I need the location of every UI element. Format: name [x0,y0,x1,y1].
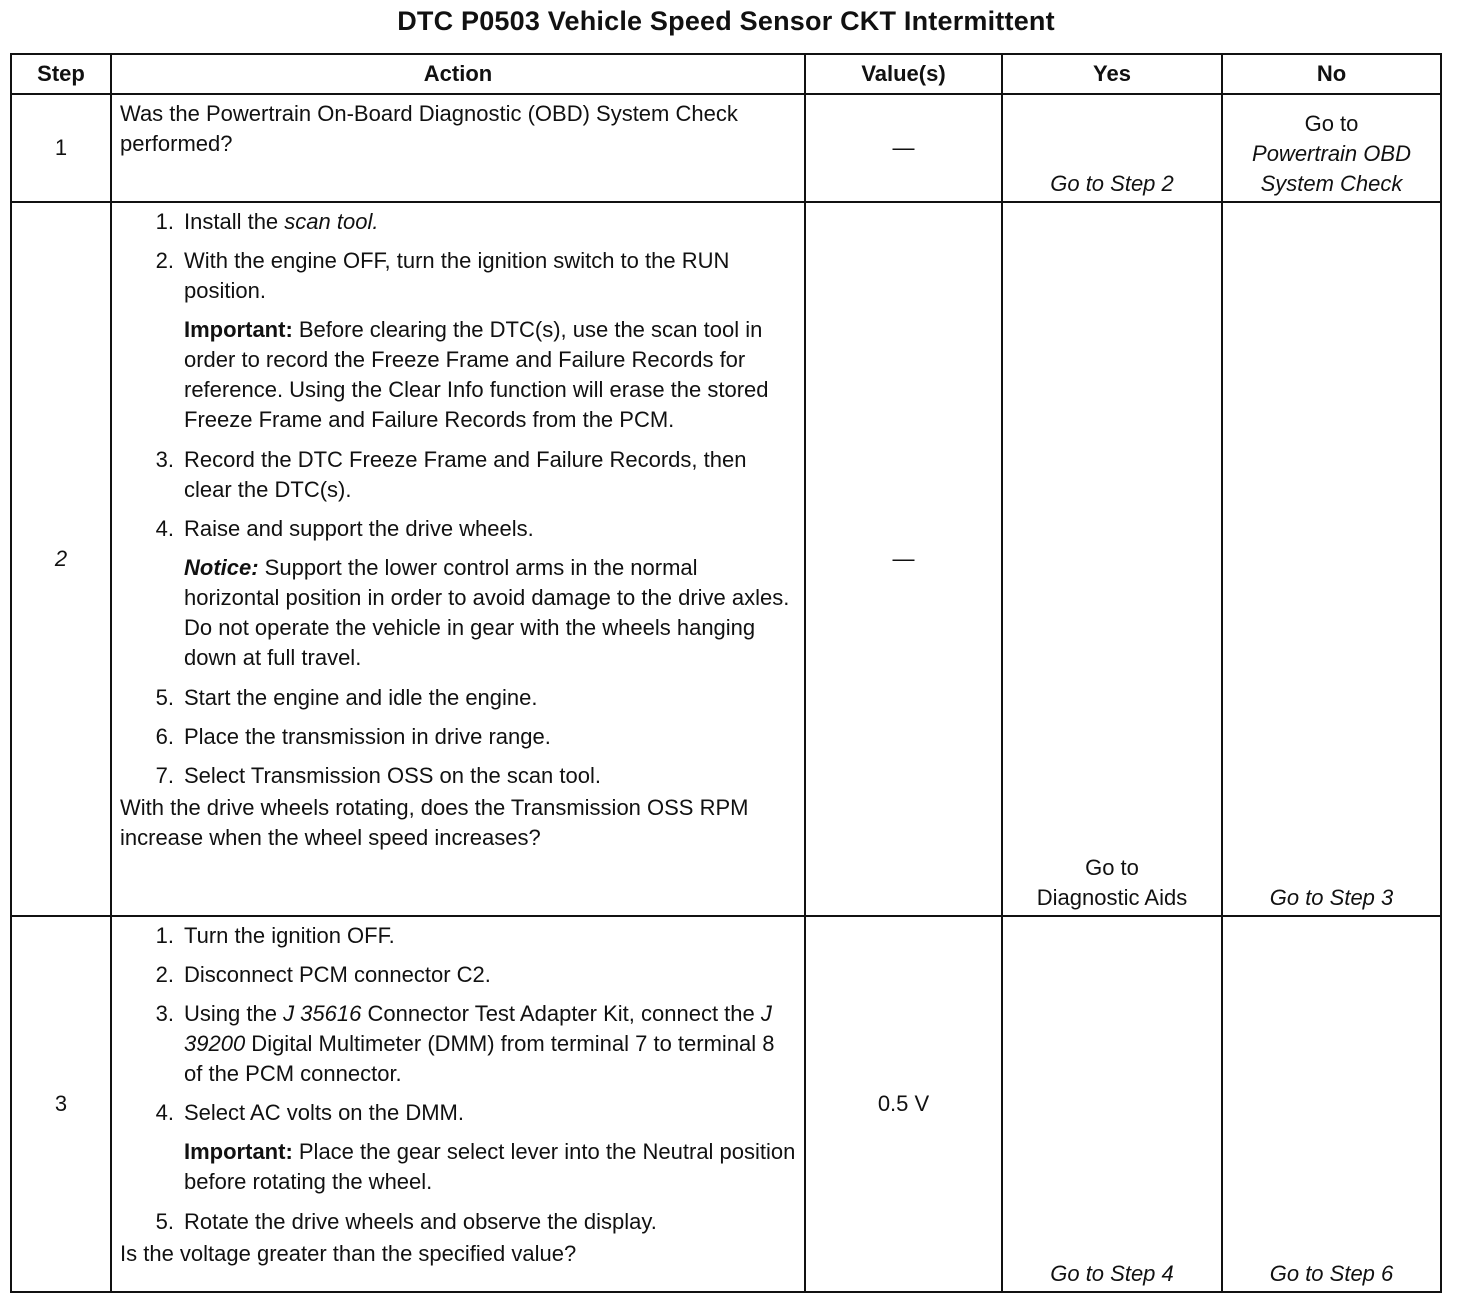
list-item: 5. Start the engine and idle the engine. [155,685,538,710]
step-number: 3 [11,916,111,1292]
list-item: 2. Disconnect PCM connector C2. [155,962,491,987]
header-action: Action [111,54,805,94]
no-line-link: Powertrain OBD [1252,141,1411,166]
yes-line: Diagnostic Aids [1036,885,1188,910]
list-item: 7. Select Transmission OSS on the scan tool. [155,763,601,788]
header-yes: Yes [1002,54,1222,94]
action-steps [120,921,798,1128]
no-cell [1222,94,1441,202]
step-number: 2 [11,202,111,916]
action-steps [120,1207,798,1237]
header-values: Value(s) [805,54,1002,94]
header-no: No [1222,54,1441,94]
no-cell: Go to Step 3 [1222,202,1441,916]
action-cell [111,916,805,1292]
list-item: 1. Install the scan tool. [155,209,379,234]
list-item: 3. Using the J 35616 Connector Test Adapter Kit, connect the J 39200 Digital Multimeter (DMM) from terminal 7 to terminal 8 of the PCM connector. [155,1001,775,1086]
action-cell [111,94,805,202]
list-item: 3. Record the DTC Freeze Frame and Failure Records, then clear the DTC(s). [155,447,747,502]
page-title: DTC P0503 Vehicle Speed Sensor CKT Intermittent [397,6,1055,36]
yes-cell: Go to Step 2 [1002,94,1222,202]
value-cell: — [805,202,1002,916]
list-item: 4. Raise and support the drive wheels. [155,516,534,541]
action-steps [120,683,798,791]
important-note: Important: Before clearing the DTC(s), use the scan tool in order to record the Freeze Frame and Failure Records for reference. Using the Clear Info function will erase the stored Freeze Frame and Failure Records from the PCM. [184,317,769,432]
no-cell: Go to Step 6 [1222,916,1441,1292]
notice-note: Notice: Support the lower control arms in the normal horizontal position in order to avoid damage to the drive axles. Do not operate the vehicle in gear with the wheels hanging down at full travel. [184,555,790,670]
value-cell: 0.5 V [805,916,1002,1292]
yes-cell [1002,202,1222,916]
no-line-link: System Check [1260,171,1403,196]
step-question: Was the Powertrain On-Board Diagnostic (OBD) System Check performed? [120,101,738,156]
no-line: Go to [1304,111,1359,136]
table-row [11,916,1441,1292]
important-note: Important: Place the gear select lever into the Neutral position before rotating the wheel. [184,1139,796,1194]
yes-cell: Go to Step 4 [1002,916,1222,1292]
list-item: 6. Place the transmission in drive range. [155,724,551,749]
action-steps [120,207,798,306]
table-header-row [11,54,1441,94]
list-item: 4. Select AC volts on the DMM. [155,1100,464,1125]
header-step: Step [11,54,111,94]
step-question: Is the voltage greater than the specified value? [120,1241,577,1266]
step-number: 1 [11,94,111,202]
yes-line: Go to [1085,855,1139,880]
list-item: 1. Turn the ignition OFF. [155,923,395,948]
list-item: 5. Rotate the drive wheels and observe the display. [155,1209,657,1234]
diagnostic-table [10,53,1442,1293]
action-steps [120,445,798,544]
step-question: With the drive wheels rotating, does the Transmission OSS RPM increase when the wheel speed increases? [120,795,749,850]
list-item: 2. With the engine OFF, turn the ignition switch to the RUN position. [155,248,730,303]
action-cell [111,202,805,916]
table-row [11,94,1441,202]
value-cell: — [805,94,1002,202]
table-row [11,202,1441,916]
